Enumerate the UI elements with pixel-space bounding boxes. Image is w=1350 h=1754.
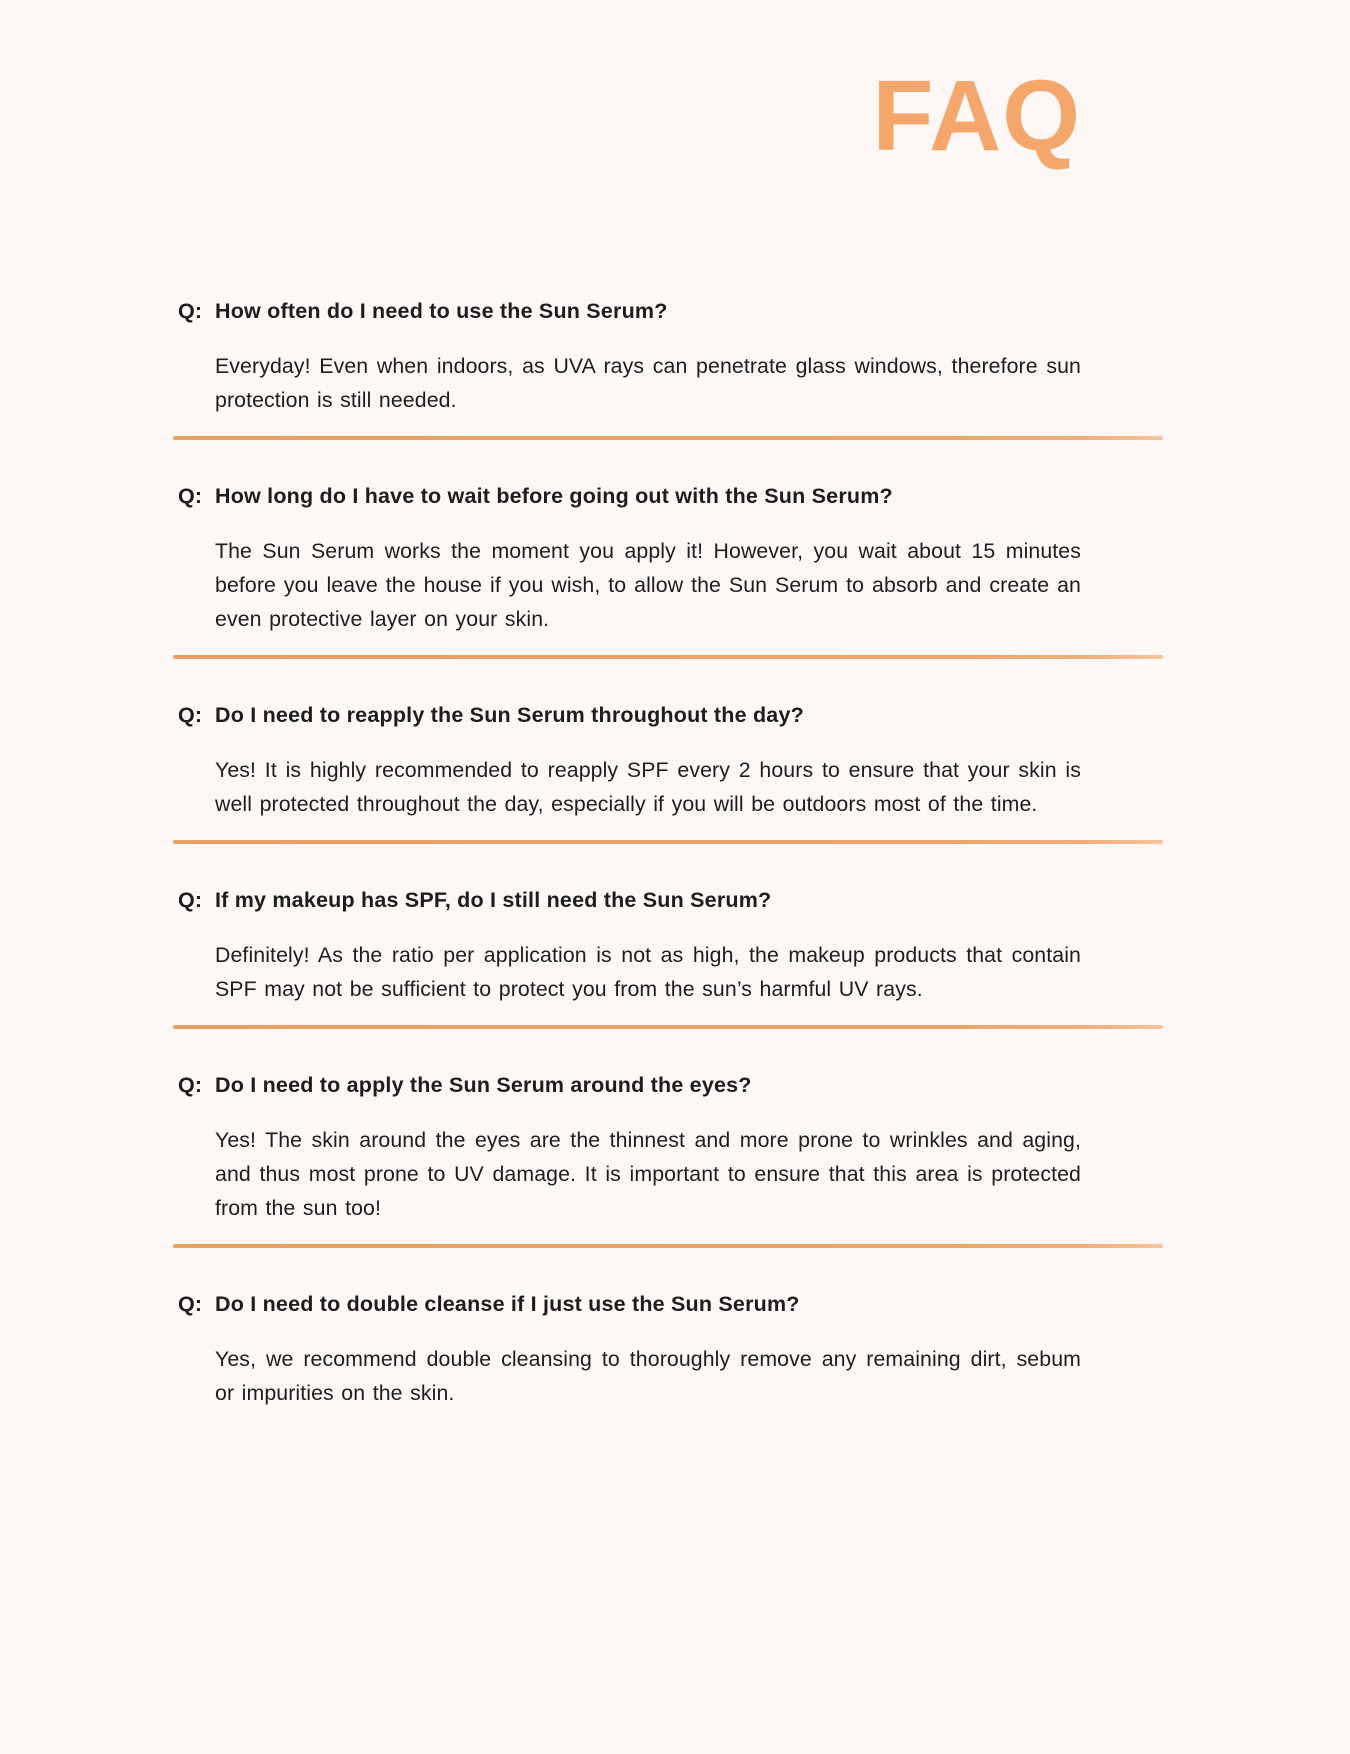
faq-item [178,1074,1081,1248]
answer-text: Yes! It is highly recommended to reapply SPF every 2 hours to ensure that your skin is well protected throughout the day, especially if you will be outdoors most of the time. [215,758,1081,816]
question-row [178,485,1081,507]
question-row [178,300,1081,322]
page-title: FAQ [872,60,1081,172]
question-marker: Q: [178,1292,203,1316]
faq-item [178,704,1081,844]
question-row [178,889,1081,911]
faq-item [178,889,1081,1029]
question-row [178,1074,1081,1096]
question-text: Do I need to reapply the Sun Serum throughout the day? [215,703,804,727]
question-text: How long do I have to wait before going out with the Sun Serum? [215,484,893,508]
answer-text: Definitely! As the ratio per application is not as high, the makeup products that contain SPF may not be sufficient to protect you from the sun’s harmful UV rays. [215,943,1081,1001]
answer-text: Everyday! Even when indoors, as UVA rays can penetrate glass windows, therefore sun protection is still needed. [215,354,1081,412]
question-row [178,704,1081,726]
question-marker: Q: [178,1073,203,1097]
answer-text: Yes! The skin around the eyes are the thinnest and more prone to wrinkles and aging, and thus most prone to UV damage. It is important to ensure that this area is protected from the sun too! [215,1128,1081,1220]
answer-text: The Sun Serum works the moment you apply it! However, you wait about 15 minutes before you leave the house if you wish, to allow the Sun Serum to absorb and create an even protective layer on your skin. [215,539,1081,631]
faq-list [178,300,1081,1410]
question-text: If my makeup has SPF, do I still need the Sun Serum? [215,888,772,912]
question-text: Do I need to apply the Sun Serum around the eyes? [215,1073,752,1097]
answer-text: Yes, we recommend double cleansing to thoroughly remove any remaining dirt, sebum or impurities on the skin. [215,1347,1081,1405]
question-marker: Q: [178,888,203,912]
question-row [178,1293,1081,1315]
question-text: How often do I need to use the Sun Serum? [215,299,668,323]
question-text: Do I need to double cleanse if I just use the Sun Serum? [215,1292,800,1316]
section-divider [173,1025,1163,1029]
faq-item [178,1293,1081,1410]
section-divider [173,436,1163,440]
question-marker: Q: [178,299,203,323]
section-divider [173,840,1163,844]
question-marker: Q: [178,703,203,727]
question-marker: Q: [178,484,203,508]
faq-item [178,485,1081,659]
section-divider [173,1244,1163,1248]
faq-page [0,60,1350,1754]
faq-item [178,300,1081,440]
section-divider [173,655,1163,659]
